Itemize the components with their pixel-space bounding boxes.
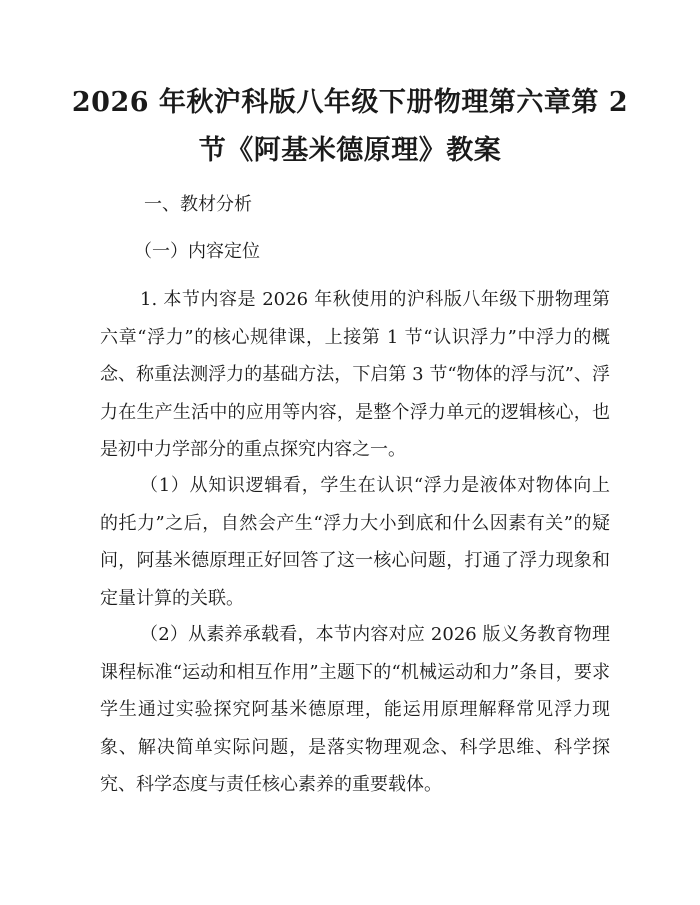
paragraph-content-position: 1. 本节内容是 2026 年秋使用的沪科版八年级下册物理第六章“浮力”的核心规律课，上接第 1 节“认识浮力”中浮力的概念、称重法测浮力的基础方法，下启第 3 节“物体的浮与沉”、浮力在生产生活中的应用等内容，是整个浮力单元的逻辑核心，也是初中力学部分的重点探究内容之一。 [100,289,610,460]
section-heading: 一、教材分析 [144,194,252,215]
document-title-line-1: 2026 年秋沪科版八年级下册物理第六章第 2 [71,87,629,118]
subsection-heading: （一）内容定位 [134,241,260,262]
paragraph-knowledge-logic: （1）从知识逻辑看，学生在认识“浮力是液体对物体向上的托力”之后，自然会产生“浮力大小到底和什么因素有关”的疑问，阿基米德原理正好回答了这一核心问题，打通了浮力现象和定量计算的关联。 [100,475,610,609]
paragraph-literacy: （2）从素养承载看，本节内容对应 2026 版义务教育物理课程标准“运动和相互作用”主题下的“机械运动和力”条目，要求学生通过实验探究阿基米德原理，能运用原理解释常见浮力现象、解决简单实际问题，是落实物理观念、科学思维、科学探究、科学态度与责任核心素养的重要载体。 [100,624,610,795]
document-title-line-2: 节《阿基米德原理》教案 [198,135,502,166]
